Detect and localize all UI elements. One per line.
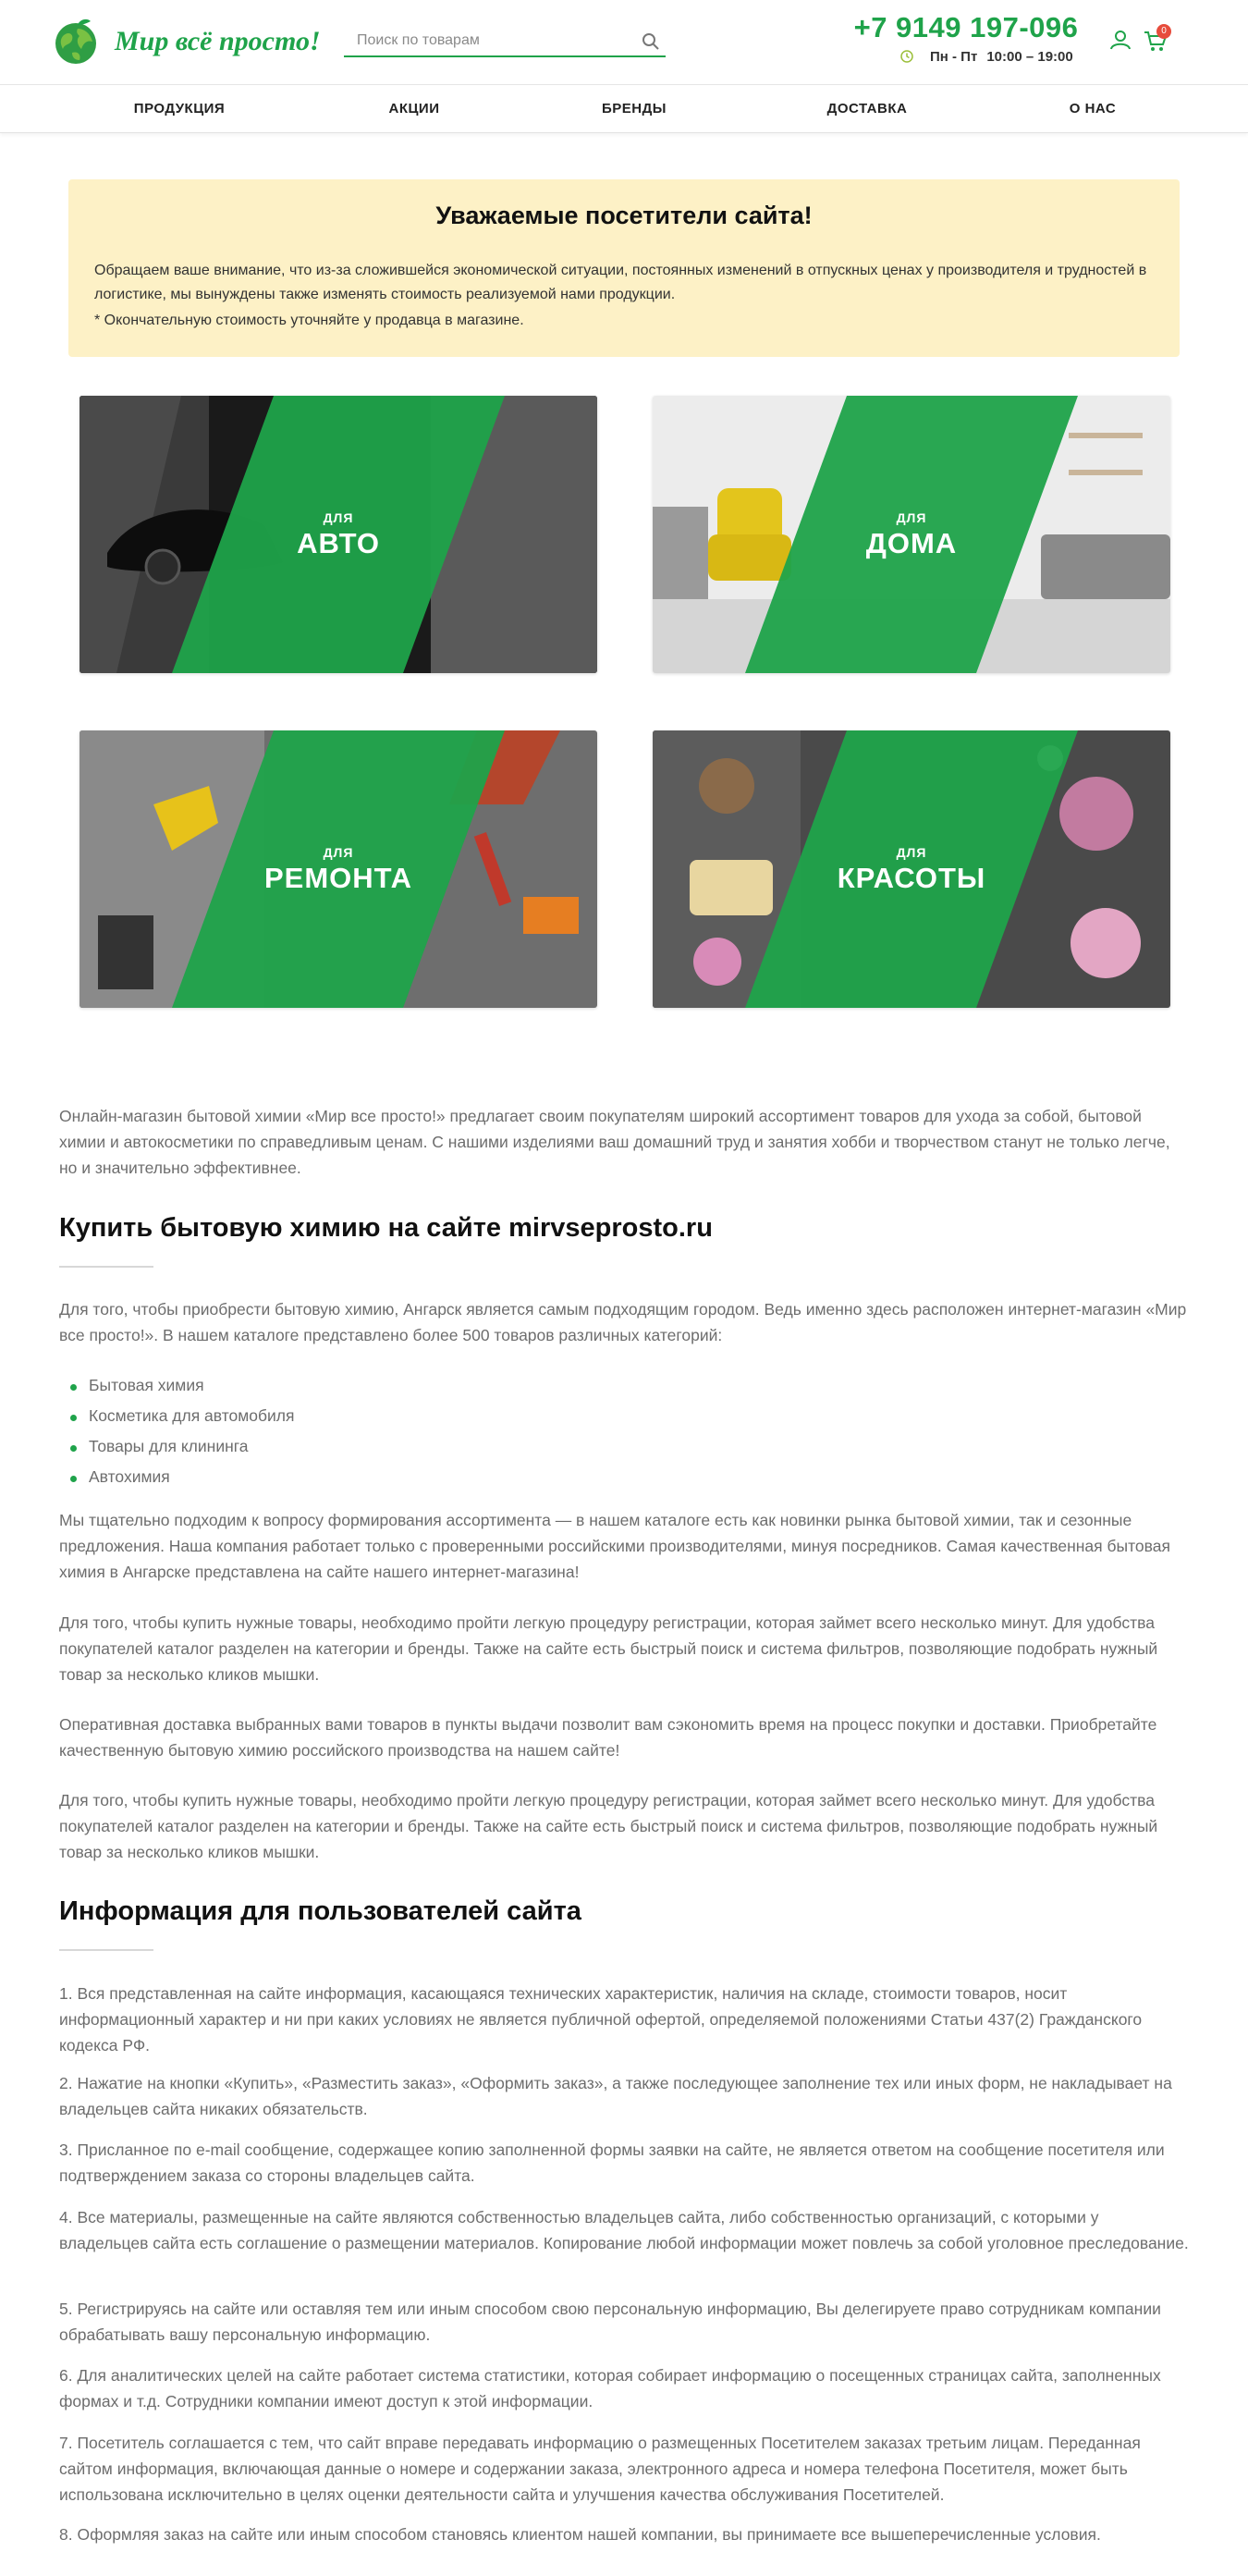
list-item: Бытовая химия xyxy=(89,1376,204,1394)
section-divider xyxy=(59,1949,153,1951)
section-title-buy: Купить бытовую химию на сайте mirvseprosto.ru xyxy=(59,1213,713,1243)
site-header xyxy=(0,0,1248,85)
nav-item-about[interactable]: О НАС xyxy=(1069,101,1117,117)
info-item: 3. Присланное по e-mail сообщение, содержащее копию заполненной формы заявки на сайте, не является ответом на сообщение посетителя или подтверждением заказа со стороны владельцев сайта. xyxy=(59,2141,1165,2185)
globe-logo-icon xyxy=(50,16,102,67)
category-sub: ДЛЯ xyxy=(896,845,927,860)
category-tile-beauty[interactable] xyxy=(653,730,1170,1008)
list-item: Товары для клининга xyxy=(89,1437,249,1455)
section1-paragraph-1: Для того, чтобы приобрести бытовую химию, Ангарск является самым подходящим городом. Ведь именно здесь расположен интернет-магазин «Мир все просто!». В нашем каталоге представлено более 500 товаров различных категорий: xyxy=(59,1300,1187,1344)
notice-text: Обращаем ваше внимание, что из-за сложившейся экономической ситуации, постоянных изменений в отпускных ценах у производителя и трудностей в логистике, мы вынуждены также изменять стоимость реализуемой нами продукции. xyxy=(94,263,1147,302)
info-item: 2. Нажатие на кнопки «Купить», «Разместить заказ», «Оформить заказ», а также последующее заполнение тех или иных форм, не накладывает на владельцев сайта никаких обязательств. xyxy=(59,2074,1172,2118)
logo[interactable] xyxy=(50,15,321,68)
section1-paragraph-5: Для того, чтобы купить нужные товары, необходимо пройти легкую процедуру регистрации, которая займет всего несколько минут. Для удобства покупателей каталог разделен на категории и бренды. Также на сайте есть быстрый поиск и система фильтров, позволяющие подобрать нужный товар за несколько кликов мышки. xyxy=(59,1791,1158,1861)
info-item: 8. Оформляя заказ на сайте или иным способом становясь клиентом нашей компании, вы принимаете все вышеперечисленные условия. xyxy=(59,2525,1101,2544)
working-hours xyxy=(900,46,1085,67)
category-title: КРАСОТЫ xyxy=(837,862,986,894)
hours-days: Пн - Пт xyxy=(930,48,978,65)
list-bullet xyxy=(70,1384,77,1391)
category-tile-home[interactable] xyxy=(653,396,1170,673)
user-account-icon[interactable] xyxy=(1108,28,1132,52)
search-bar xyxy=(344,26,666,57)
list-item: Косметика для автомобиля xyxy=(89,1406,295,1425)
clock-icon xyxy=(900,50,913,63)
info-item: 6. Для аналитических целей на сайте работает система статистики, которая собирает информацию о посещенных страницах сайта, заполненных формах и т.д. Сотрудники компании имеют доступ к этой информации. xyxy=(59,2366,1161,2410)
section1-paragraph-3: Для того, чтобы купить нужные товары, необходимо пройти легкую процедуру регистрации, которая займет всего несколько минут. Для удобства покупателей каталог разделен на категории и бренды. Также на сайте есть быстрый поиск и система фильтров, позволяющие подобрать нужный товар за несколько кликов мышки. xyxy=(59,1613,1158,1684)
list-bullet xyxy=(70,1445,77,1452)
category-tile-auto[interactable] xyxy=(80,396,597,673)
phone-number[interactable]: +7 9149 197-096 xyxy=(853,11,1079,43)
category-title: РЕМОНТА xyxy=(263,862,413,894)
search-icon[interactable] xyxy=(640,31,662,53)
section-title-info: Информация для пользователей сайта xyxy=(59,1896,581,1926)
cart-count-badge: 0 xyxy=(1156,24,1171,39)
category-sub: ДЛЯ xyxy=(323,510,354,525)
search-input[interactable] xyxy=(344,32,621,49)
category-title: АВТО xyxy=(297,527,380,559)
list-item: Автохимия xyxy=(89,1467,170,1486)
intro-paragraph: Онлайн-магазин бытовой химии «Мир все просто!» предлагает своим покупателям широкий ассортимент товаров для ухода за собой, бытовой химии и автокосметики по справедливым ценам. С нашими изделиями ваш домашний труд и занятия хобби и творчеством станут не только легче, но и значительно эффективнее. xyxy=(59,1107,1170,1177)
nav-item-delivery[interactable]: ДОСТАВКА xyxy=(826,101,908,117)
info-item: 4. Все материалы, размещенные на сайте являются собственностью владельцев сайта, либо собственностью организаций, с которыми у владельцев сайта есть соглашение о размещении материалов. Копирование любой информации может повлечь за собой уголовное преследование. xyxy=(59,2208,1189,2252)
list-bullet xyxy=(70,1415,77,1421)
section1-paragraph-2: Мы тщательно подходим к вопросу формирования ассортимента — в нашем каталоге есть как новинки рынка бытовой химии, так и сезонные предложения. Наша компания работает только с проверенными российскими производителями, минуя посредников. Самая качественная бытовая химия в Ангарске представлена на сайте нашего интернет-магазина! xyxy=(59,1511,1170,1581)
section1-paragraph-4: Оперативная доставка выбранных вами товаров в пункты выдачи позволит вам сэкономить время на процесс покупки и доставки. Приобретайте качественную бытовую химию российского производства на нашем сайте! xyxy=(59,1715,1157,1760)
category-title: ДОМА xyxy=(865,527,958,559)
main-nav xyxy=(0,85,1248,133)
info-item: 1. Вся представленная на сайте информация, касающаяся технических характеристик, наличия на складе, стоимости товаров, носит информационный характер и ни при каких условиях не является публичной офертой, определяемой положениями Статьи 437(2) Гражданского кодекса РФ. xyxy=(59,1984,1143,2055)
category-tile-repair[interactable] xyxy=(80,730,597,1008)
category-sub: ДЛЯ xyxy=(323,845,354,860)
category-sub: ДЛЯ xyxy=(896,510,927,525)
nav-item-products[interactable]: ПРОДУКЦИЯ xyxy=(133,101,226,117)
section-divider xyxy=(59,1266,153,1268)
nav-item-promotions[interactable]: АКЦИИ xyxy=(388,101,440,117)
nav-item-brands[interactable]: БРЕНДЫ xyxy=(602,101,667,117)
notice-title: Уважаемые посетители сайта! xyxy=(435,202,813,229)
logo-text: Мир всё просто! xyxy=(115,26,321,56)
info-item: 7. Посетитель соглашается с тем, что сайт вправе передавать информацию о размещенных Посетителем заказах третьим лицам. Переданная сайтом информация, включающая данные о номере и содержании заказа, электронного адреса и номера телефона Посетителя, может быть использована исключительно в целях оценки деятельности сайта и улучшения качества обслуживания Посетителей. xyxy=(59,2434,1141,2504)
notice-note: * Окончательную стоимость уточняйте у продавца в магазине. xyxy=(94,313,524,328)
list-bullet xyxy=(70,1476,77,1482)
notice-banner xyxy=(68,179,1180,357)
hours-time: 10:00 – 19:00 xyxy=(986,48,1073,65)
info-item: 5. Регистрируясь на сайте или оставляя тем или иным способом свою персональную информацию, Вы делегируете право сотрудникам компании обрабатывать вашу персональную информацию. xyxy=(59,2300,1161,2344)
